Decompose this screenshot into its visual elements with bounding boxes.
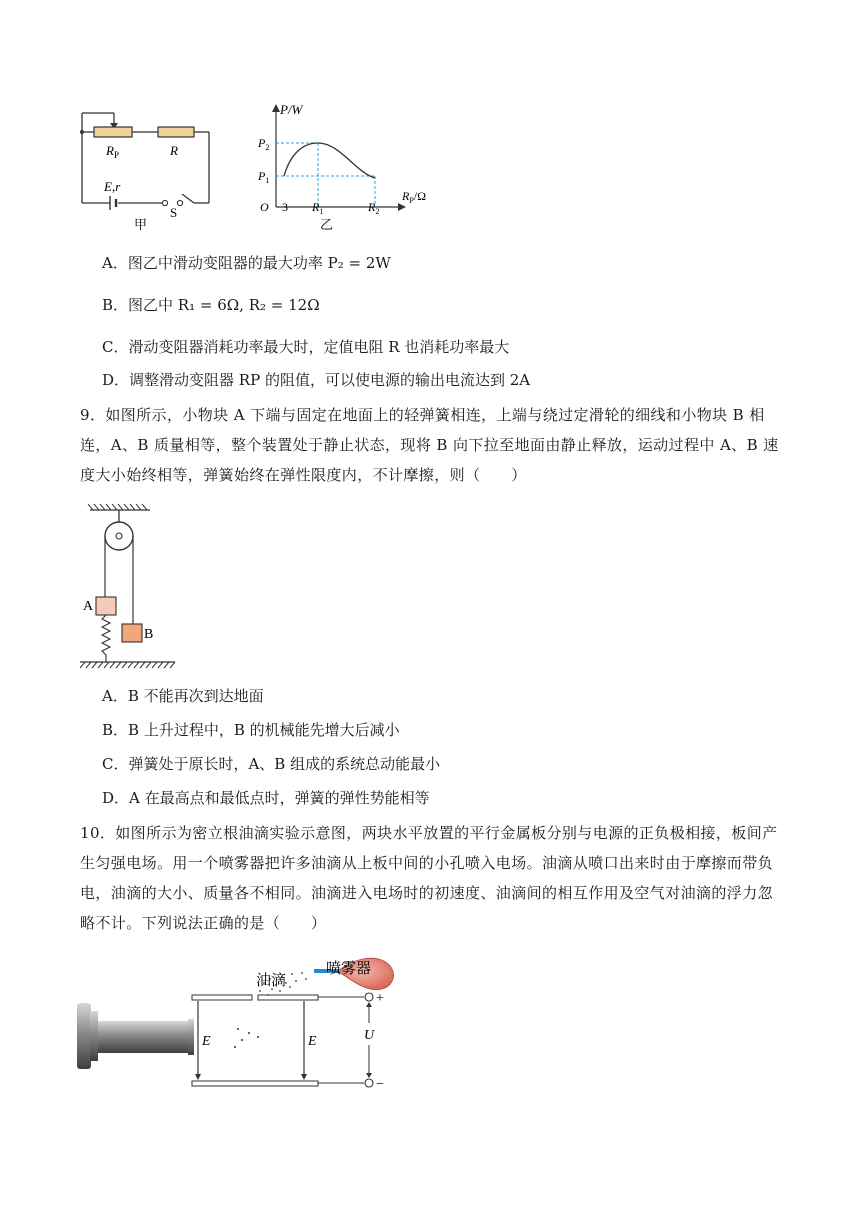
svg-text:R1: [311, 200, 323, 216]
svg-text:P2: [257, 136, 269, 152]
x-axis-sub: P: [409, 196, 414, 205]
svg-text:P1: [257, 169, 269, 185]
rheostat-rp: [94, 127, 132, 137]
oil-drop-label: 油滴: [256, 973, 287, 989]
p2-sub: 2: [265, 143, 270, 152]
tick-3-label: 3: [282, 200, 288, 214]
block-b-label: B: [144, 627, 154, 642]
switch-label: S: [170, 205, 178, 220]
pulley-figure: [75, 500, 185, 675]
upper-plate-left: [192, 995, 252, 1000]
r2-label: R: [368, 200, 376, 214]
figure-yi-caption: 乙: [320, 217, 334, 232]
r2-sub: 2: [375, 207, 380, 216]
upper-plate-right: [258, 995, 318, 1000]
source-label: E,r: [104, 179, 121, 194]
power-graph: [250, 100, 440, 235]
q8-option-b: B．图乙中 R₁ = 6Ω, R₂ = 12Ω: [102, 296, 320, 314]
block-a-label: A: [83, 599, 94, 614]
p1-sub: 1: [265, 176, 270, 185]
figure-jia-caption: 甲: [134, 217, 148, 232]
q9-option-c: C．弹簧处于原长时，A、B 组成的系统总动能最小: [102, 755, 441, 773]
lower-plate: [192, 1081, 318, 1086]
voltage-u-label: U: [364, 1028, 375, 1043]
x-axis-label: R: [402, 189, 410, 203]
q9-option-d: D．A 在最高点和最低点时，弹簧的弹性势能相等: [102, 789, 430, 807]
field-e-right-label: E: [308, 1034, 317, 1049]
q9-option-a: A．B 不能再次到达地面: [102, 687, 264, 705]
svg-text:RP/Ω: [401, 189, 426, 205]
minus-terminal-label: −: [376, 1077, 384, 1092]
q8-option-a: A．图乙中滑动变阻器的最大功率 P₂ = 2W: [102, 254, 391, 272]
r1-sub: 1: [319, 207, 324, 216]
resistor-r: [158, 127, 194, 137]
block-b: [122, 624, 142, 642]
q10-stem: 10．如图所示为密立根油滴实验示意图，两块水平放置的平行金属板分别与电源的正负极相接，板间产生匀强电场。用一个喷雾器把许多油滴从上板中间的小孔喷入电场。油滴从喷口出来时由于摩擦而带负电，油滴的大小、质量各不相同。油滴进入电场时的初速度、油滴间的相互作用及空气对油滴的浮力忽略不计。下列说法正确的是（ ）: [80, 824, 778, 932]
y-axis-label: P/W: [280, 102, 303, 117]
r-label: R: [170, 143, 178, 158]
block-a: [96, 597, 116, 615]
p1-label: P: [258, 169, 266, 183]
p2-label: P: [258, 136, 266, 150]
q9-option-b: B．B 上升过程中，B 的机械能先增大后减小: [102, 721, 400, 739]
r1-label: R: [312, 200, 320, 214]
rp-label: $R_P$: [106, 143, 119, 160]
millikan-figure: [72, 955, 412, 1092]
microscope: [77, 1003, 91, 1069]
sprayer-label: 喷雾器: [326, 961, 372, 977]
q8-option-d: D．调整滑动变阻器 RP 的阻值，可以使电源的输出电流达到 2A: [102, 371, 531, 389]
plus-terminal-label: +: [376, 991, 384, 1006]
x-axis-unit: /Ω: [413, 189, 427, 203]
origin-label: O: [260, 200, 269, 214]
svg-text:R2: [367, 200, 379, 216]
q9-stem: 9．如图所示，小物块 A 下端与固定在地面上的轻弹簧相连，上端与绕过定滑轮的细线和小物块 B 相连，A、B 质量相等，整个装置处于静止状态，现将 B 向下拉至地面由静止释放，运动过程中 A、B 速度大小始终相等，弹簧始终在弹性限度内，不计摩擦，则（ ）: [80, 406, 779, 484]
field-e-left-label: E: [202, 1034, 211, 1049]
power-curve: [284, 143, 375, 178]
spring: [102, 615, 110, 662]
switch-s: [162, 200, 167, 205]
circuit-figure: [70, 105, 230, 235]
q8-option-c: C．滑动变阻器消耗功率最大时，定值电阻 R 也消耗功率最大: [102, 338, 510, 356]
